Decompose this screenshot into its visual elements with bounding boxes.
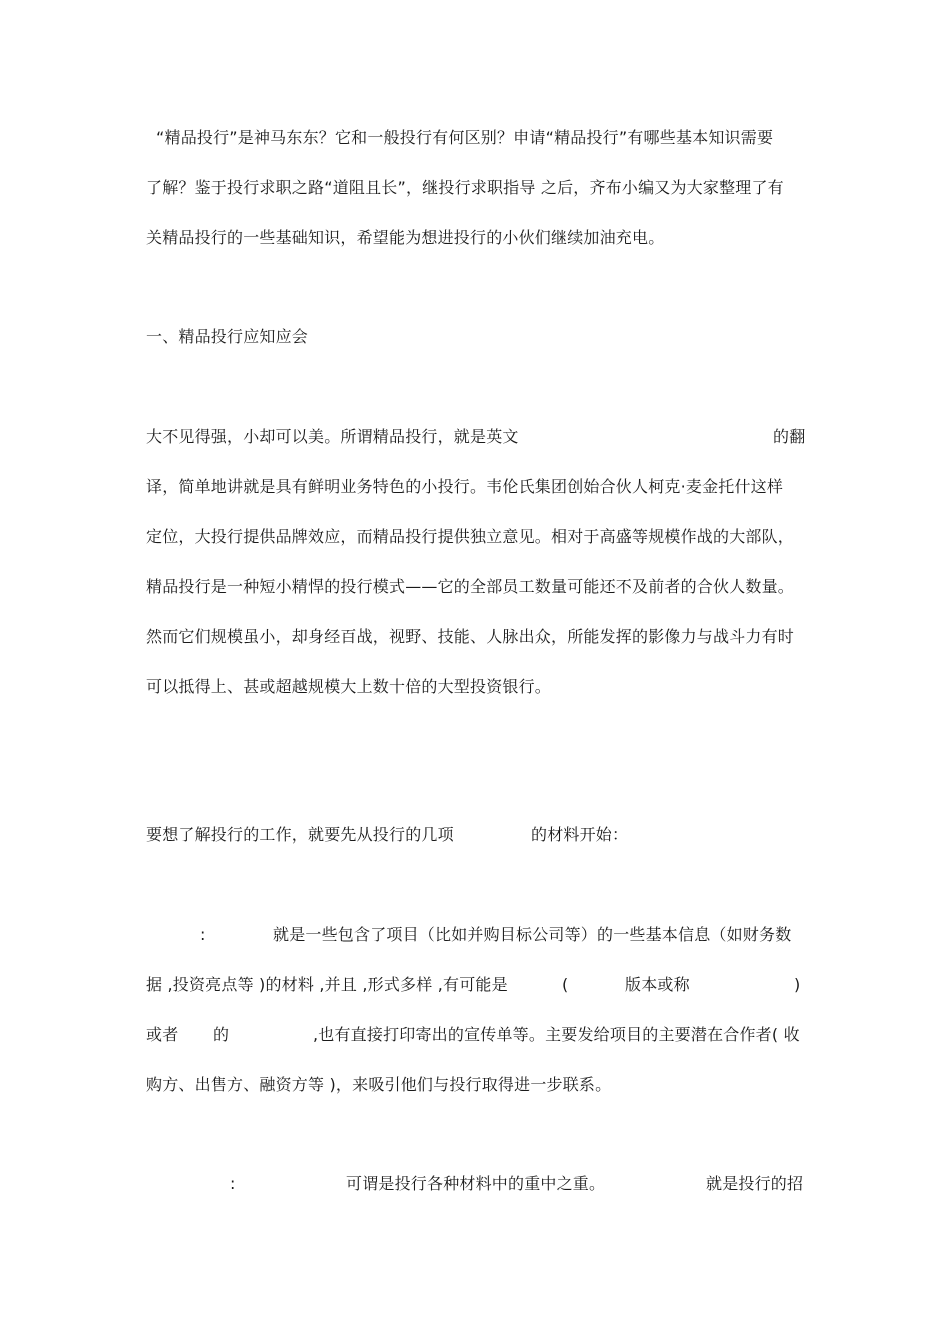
item-1-line-4: 购方、出售方、融资方等 )，来吸引他们与投行取得进一步联系。 <box>146 1075 612 1094</box>
item-2-colon: : <box>230 1174 236 1193</box>
item-2-text-b: 就是投行的招 <box>706 1174 804 1193</box>
paragraph-1-line-6: 可以抵得上、甚或超越规模大上数十倍的大型投资银行。 <box>146 677 552 696</box>
item-1-colon: : <box>200 925 206 944</box>
paragraph-1-line-5: 然而它们规模虽小，却身经百战，视野、技能、人脉出众，所能发挥的影像力与战斗力有时 <box>146 627 795 646</box>
item-1-line-3a: 或者 <box>146 1025 179 1044</box>
paragraph-1-line-1b: 的翻 <box>773 427 806 446</box>
paragraph-1-line-4: 精品投行是一种短小精悍的投行模式——它的全部员工数量可能还不及前者的合伙人数量。 <box>146 577 795 596</box>
item-2-text-a: 可谓是投行各种材料中的重中之重。 <box>346 1174 606 1193</box>
paragraph-1-line-3: 定位，大投行提供品牌效应，而精品投行提供独立意见。相对于高盛等规模作战的大部队， <box>146 527 795 546</box>
intro-line-1: “精品投行”是神马东东？它和一般投行有何区别？申请“精品投行”有哪些基本知识需要 <box>156 128 774 147</box>
item-1-line-3b: 的 <box>213 1025 230 1044</box>
intro-line-3: 关精品投行的一些基础知识，希望能为想进投行的小伙们继续加油充电。 <box>146 228 665 247</box>
item-1-line-2b: ( <box>562 975 569 994</box>
item-1-line-2a: 据 ,投资亮点等 )的材料 ,并且 ,形式多样 ,有可能是 <box>146 975 508 994</box>
paragraph-1-line-2: 译，简单地讲就是具有鲜明业务特色的小投行。韦伦氏集团创始合伙人柯克·麦金托什这样 <box>146 477 784 496</box>
intro-line-2: 了解？鉴于投行求职之路“道阻且长”，继投行求职指导 之后，齐布小编又为大家整理了有 <box>146 178 784 197</box>
item-1-line-3c: ,也有直接打印寄出的宣传单等。主要发给项目的主要潜在合作者( 收 <box>313 1025 800 1044</box>
lead-sentence-a: 要想了解投行的工作，就要先从投行的几项 <box>146 825 454 844</box>
lead-sentence-b: 的材料开始： <box>531 825 629 844</box>
item-1-line-2d: ) <box>794 975 801 994</box>
item-1-line-1: 就是一些包含了项目（比如并购目标公司等）的一些基本信息（如财务数 <box>273 925 792 944</box>
paragraph-1-line-1a: 大不见得强，小却可以美。所谓精品投行，就是英文 <box>146 427 519 446</box>
section-heading: 一、精品投行应知应会 <box>146 327 309 346</box>
item-1-line-2c: 版本或称 <box>625 975 690 994</box>
